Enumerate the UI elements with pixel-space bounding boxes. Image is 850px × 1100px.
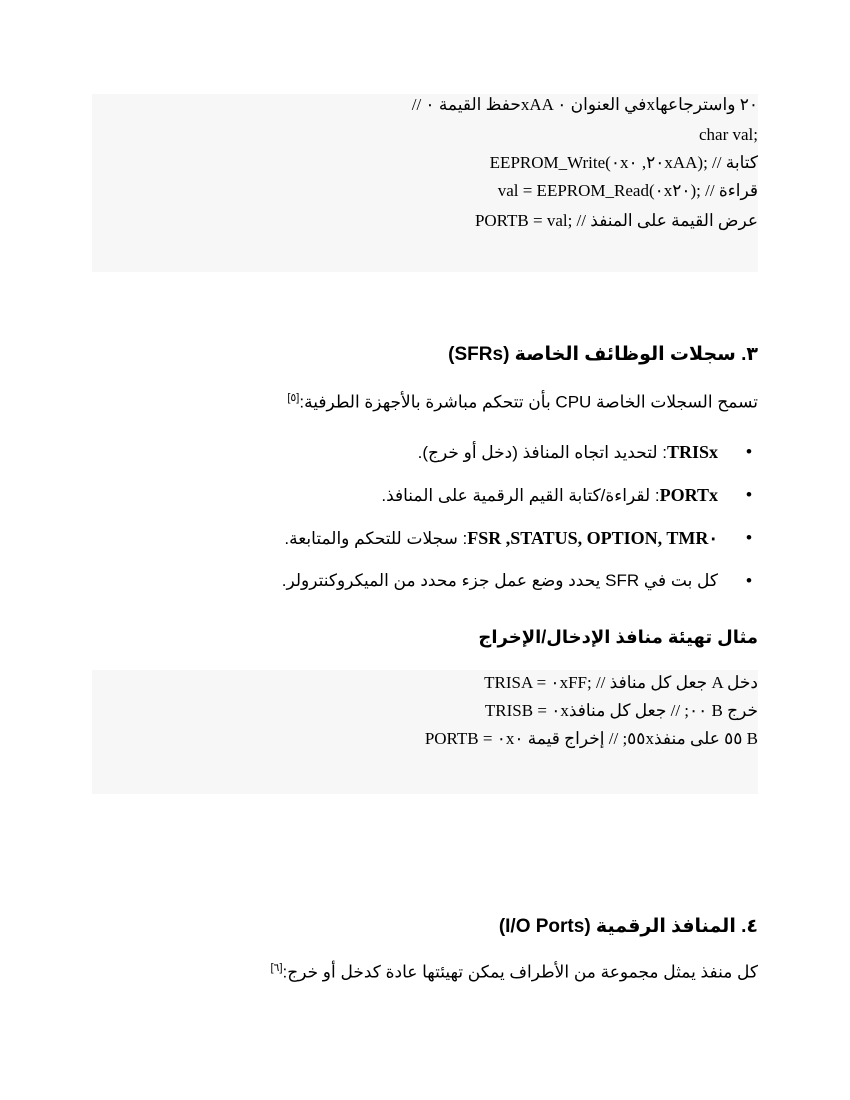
bullet-term: STATUS, OPTION, TMR٠, FSR: [467, 528, 718, 548]
bullet-text: كل بت في SFR يحدد وضع عمل جزء محدد من الميكروكنترولر.: [281, 571, 718, 590]
code-block-eeprom: [92, 94, 758, 272]
code-line: PORTB = ٠x٥٥; // إخراج قيمة ٠x٥٥ على منفذ B: [424, 729, 758, 748]
code-line: EEPROM_Write(٠x٢٠, ٠xAA); // كتابة: [489, 153, 758, 172]
footnote-ref[interactable]: [٥]: [287, 392, 300, 404]
bullet-text: : سجلات للتحكم والمتابعة.: [284, 529, 468, 548]
bullet-text: : لتحديد اتجاه المنافذ (دخل أو خرج).: [417, 443, 667, 462]
section-3-intro: [287, 386, 758, 415]
section-4-heading: ٤. المنافذ الرقمية (I/O Ports): [498, 916, 758, 937]
code-line: TRISA = ٠xFF; // جعل كل منافذ A دخل: [484, 673, 758, 692]
bullet-dot-icon: •: [746, 528, 752, 547]
code-block-io-init: [92, 670, 758, 794]
example-heading: مثال تهيئة منافذ الإدخال/الإخراج: [478, 627, 758, 647]
bullet-term: PORTx: [659, 485, 718, 505]
bullet-dot-icon: •: [746, 442, 752, 461]
code-line: PORTB = val; // عرض القيمة على المنفذ: [474, 211, 758, 230]
code-line: TRISB = ٠x٠٠; // جعل كل منافذ B خرج: [484, 701, 758, 720]
bullet-item: [284, 526, 758, 551]
bullet-dot-icon: •: [746, 571, 752, 590]
bullet-item: [418, 440, 758, 465]
code-line: // حفظ القيمة ٠xAA في العنوان ٠x٢٠ واسترجاعها: [411, 95, 758, 114]
section-4-intro: [270, 956, 758, 985]
bullet-term: TRISx: [666, 442, 718, 462]
footnote-ref[interactable]: [٦]: [270, 962, 283, 974]
bullet-dot-icon: •: [746, 485, 752, 504]
code-line: char val;: [699, 125, 758, 144]
section-3-heading: ٣. سجلات الوظائف الخاصة (SFRs): [448, 344, 758, 365]
bullet-item: [282, 569, 758, 593]
section-4-intro-text: كل منفذ يمثل مجموعة من الأطراف يمكن تهيئتها عادة كدخل أو خرج:: [282, 962, 758, 982]
section-3-intro-text: تسمح السجلات الخاصة CPU بأن تتحكم مباشرة بالأجهزة الطرفية:: [299, 392, 758, 412]
bullet-item: [381, 483, 758, 508]
bullet-text: : لقراءة/كتابة القيم الرقمية على المنافذ.: [381, 486, 660, 505]
code-line: val = EEPROM_Read(٠x٢٠); // قراءة: [497, 181, 758, 200]
